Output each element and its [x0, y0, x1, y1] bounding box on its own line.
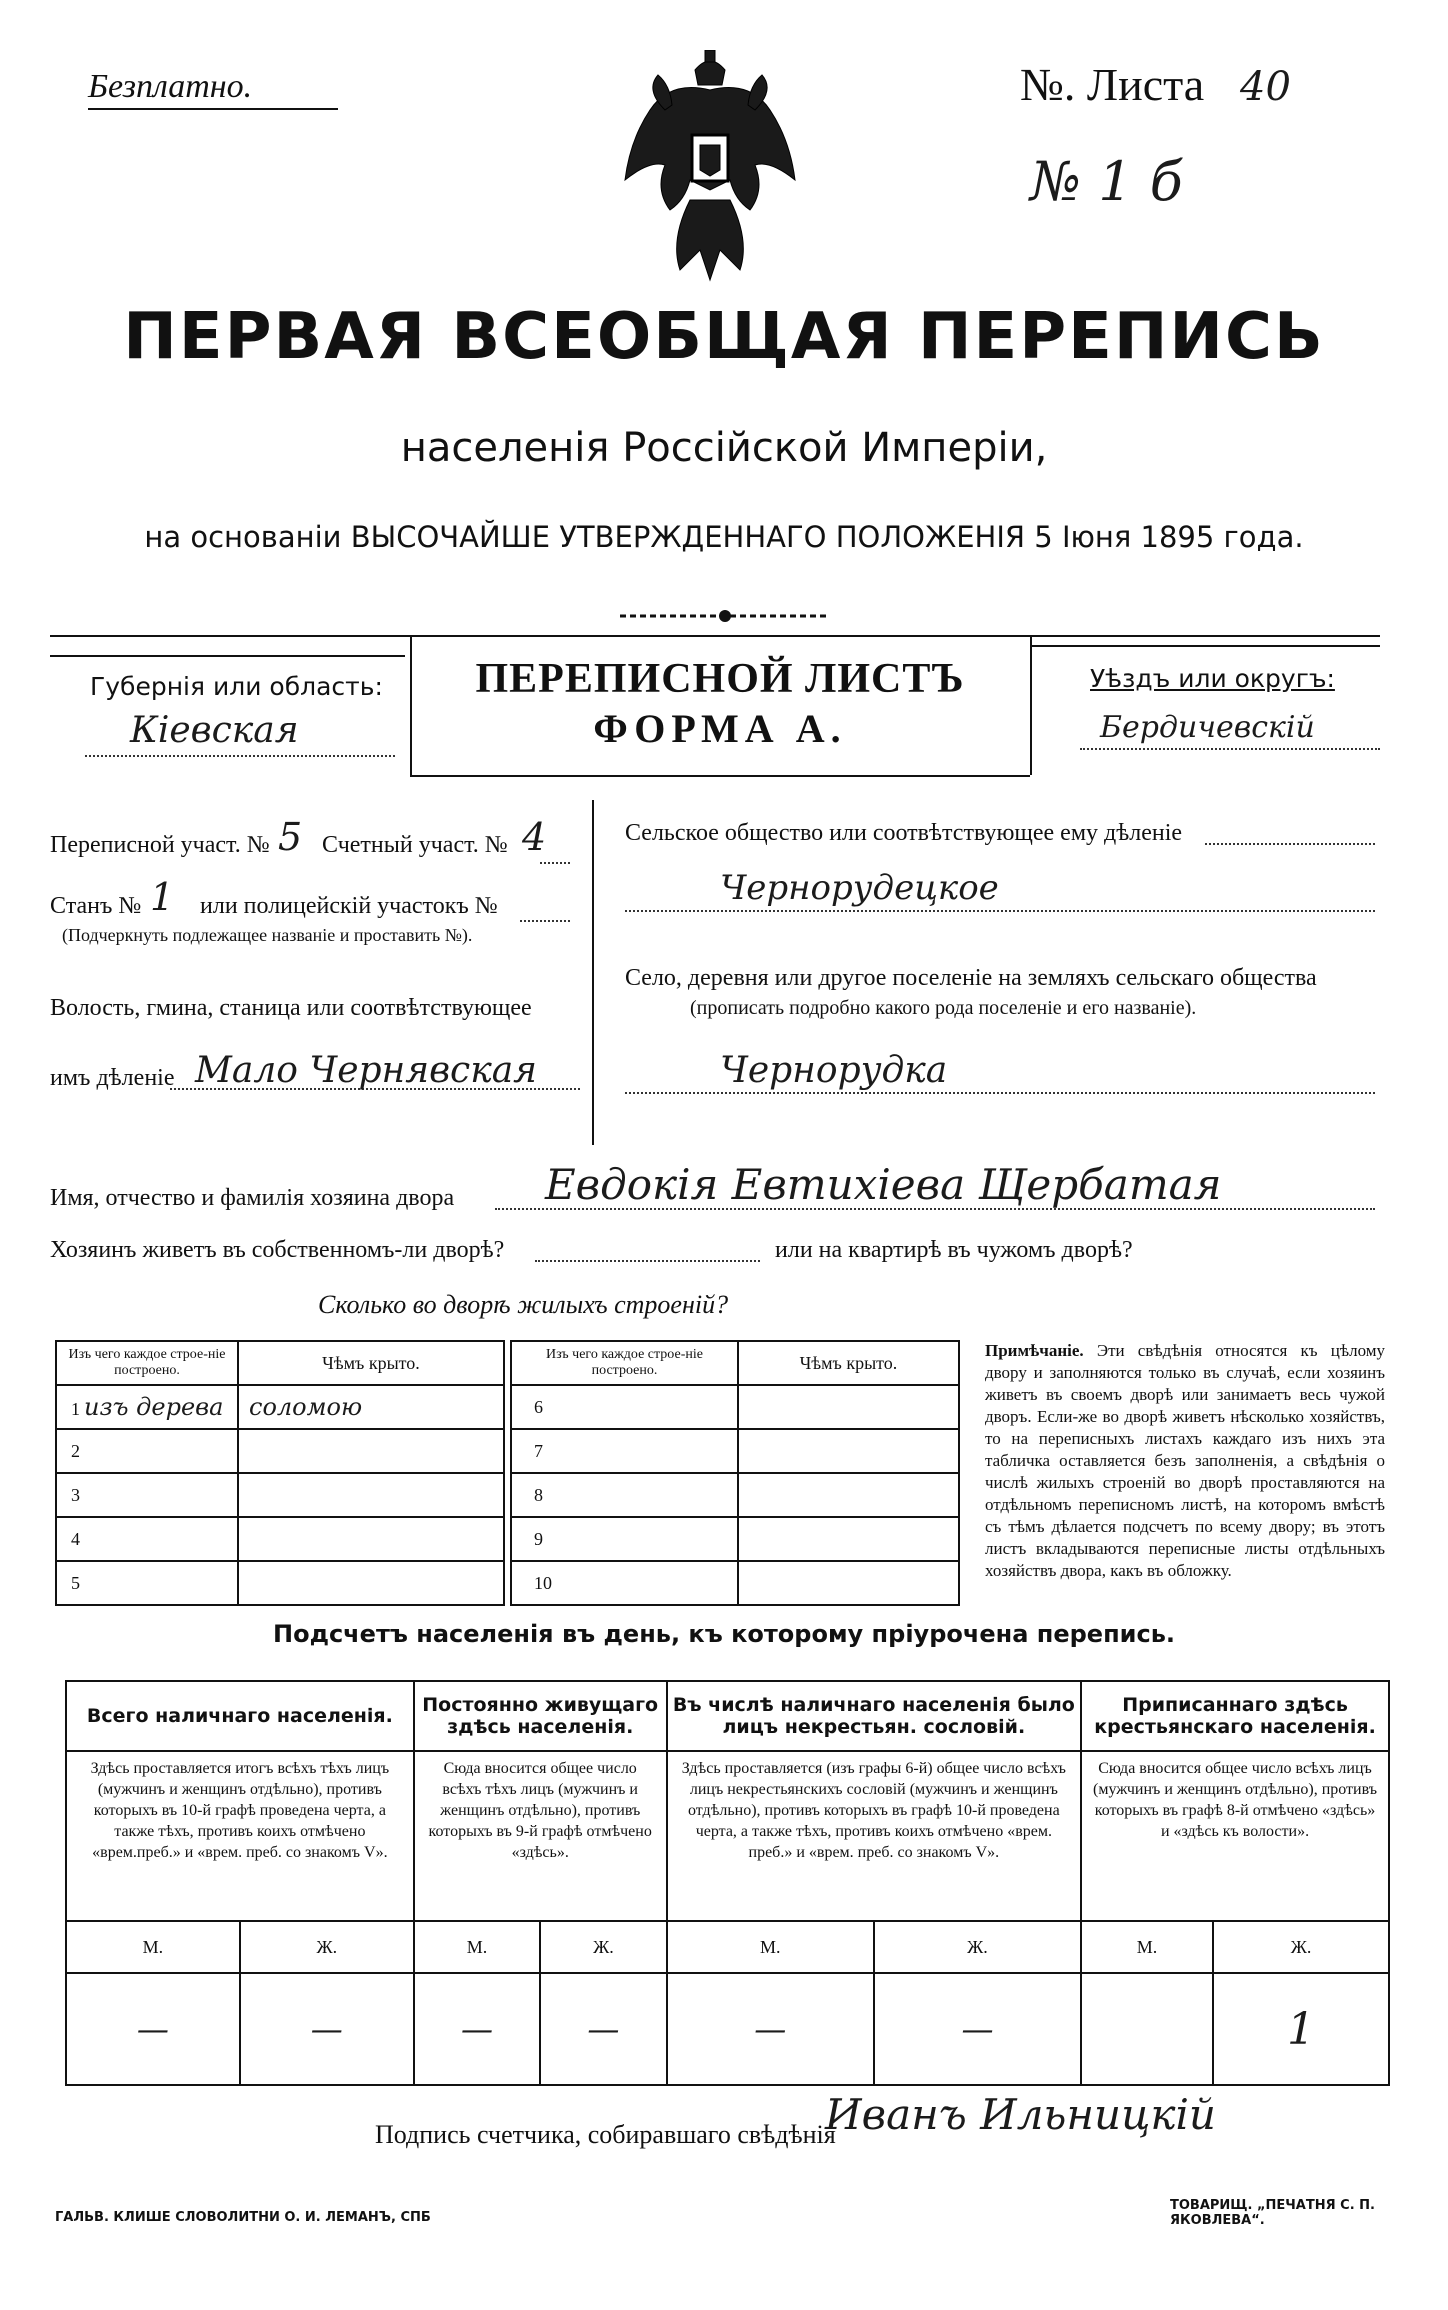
table-row: 4 — [56, 1517, 504, 1561]
pop-3-f-value: — — [874, 1973, 1081, 2085]
rural-society-line-1 — [1205, 843, 1375, 845]
count-section-value: 4 — [522, 815, 547, 859]
village-note: (прописать подробно какого рода поселеніе и его названіе). — [690, 997, 1197, 1019]
col-material-header: Изъ чего каждое строе-ніе построено. — [56, 1341, 238, 1385]
volost-label: Волость, гмина, станица или соотвѣтствующее — [50, 995, 532, 1021]
pop-4-m-value — [1081, 1973, 1213, 2085]
table-row: 5 — [56, 1561, 504, 1605]
pop-2-f-value: — — [540, 1973, 666, 2085]
stan-label: Станъ № — [50, 893, 142, 919]
col-roof-header: Чѣмъ крыто. — [238, 1341, 504, 1385]
village-line — [625, 1092, 1375, 1094]
own-yard-label: Хозяинъ живетъ въ собственномъ-ли дворѣ? — [50, 1237, 505, 1263]
sheet-number-value: 40 — [1240, 64, 1291, 110]
header-right-divider — [1030, 635, 1032, 775]
form-title: ПЕРЕПИСНОЙ ЛИСТЪ — [475, 656, 965, 702]
table-row: 2 — [56, 1429, 504, 1473]
province-value: Кіевская — [130, 710, 299, 751]
pop-col-2-desc: Сюда вносится общее число всѣхъ тѣхъ лицъ (мужчинъ и женщинъ отдѣльно), противъ которыхъ въ 9-й графѣ отмѣчено «здѣсь». — [414, 1751, 667, 1921]
rural-society-line-2 — [625, 910, 1375, 912]
buildings-question: Сколько во дворѣ жилыхъ строеній? — [318, 1290, 729, 1319]
district-line — [1080, 748, 1380, 750]
rented-label: или на квартирѣ въ чужомъ дворѣ? — [775, 1237, 1133, 1263]
owner-name-label: Имя, отчество и фамилія хозяина двора — [50, 1185, 455, 1211]
pop-4-m-label: М. — [1081, 1921, 1213, 1973]
pop-2-m-value: — — [414, 1973, 540, 2085]
imperial-eagle-emblem — [610, 50, 810, 290]
pop-2-f-label: Ж. — [540, 1921, 666, 1973]
footer-left: ГАЛЬВ. КЛИШЕ СЛОВОЛИТНИ О. И. ЛЕМАНЪ, СПБ — [55, 2210, 431, 2225]
rural-society-value: Чернорудецкое — [720, 868, 999, 908]
population-table — [65, 1680, 1390, 2086]
free-underline — [88, 108, 338, 110]
roof-value: соломою — [238, 1385, 504, 1429]
census-section-value: 5 — [278, 815, 303, 859]
district-label: Уѣздъ или округъ: — [1090, 664, 1335, 693]
ornament-divider — [620, 608, 830, 622]
material-value: изъ дерева — [84, 1393, 224, 1421]
pop-1-f-value: — — [240, 1973, 414, 2085]
signature-value: Иванъ Ильницкій — [825, 2090, 1216, 2139]
table-row: 10 — [511, 1561, 959, 1605]
volost-label-2: имъ дѣленіе — [50, 1065, 175, 1091]
buildings-table-right — [510, 1340, 960, 1606]
table-row: 1 изъ дерева соломою — [56, 1385, 504, 1429]
page-subtitle: населенія Россійской Имперіи, — [400, 425, 1048, 471]
village-label: Село, деревня или другое поселеніе на земляхъ сельскаго общества — [625, 965, 1317, 991]
pop-3-m-label: М. — [667, 1921, 874, 1973]
underline-note: (Подчеркнуть подлежащее названіе и проставить №). — [62, 925, 473, 945]
pop-col-1-desc: Здѣсь проставляется итогъ всѣхъ тѣхъ лицъ (мужчинъ и женщинъ отдѣльно), противъ которыхъ въ 10-й графѣ проведена черта, а также тѣхъ, противъ коихъ отмѣчено «врем.преб.» и «врем. преб. со знакомъ V». — [66, 1751, 414, 1921]
rural-society-label: Сельское общество или соотвѣтствующее ему дѣленіе — [625, 820, 1183, 846]
col-material-header-2: Изъ чего каждое строе-ніе построено. — [511, 1341, 738, 1385]
stan-value: 1 — [150, 875, 175, 919]
province-label: Губернія или область: — [90, 672, 383, 701]
col-roof-header-2: Чѣмъ крыто. — [738, 1341, 959, 1385]
census-section-label: Переписной участ. № — [50, 832, 270, 858]
table-row: 6 — [511, 1385, 959, 1429]
pop-3-f-label: Ж. — [874, 1921, 1081, 1973]
note-text: Эти свѣдѣнія относятся къ цѣлому двору и заполняются только въ случаѣ, если хозяинъ живетъ въ своемъ дворѣ или занимаетъ весь чужой дворъ. Если-же во дворѣ живетъ нѣсколько хозяйствъ, то на переписныхъ листахъ каждаго изъ нихъ эта табличка оставляется безъ заполненія, а свѣдѣнія о числѣ жилыхъ строеній во дворѣ проставляются на отдѣльномъ переписномъ листѣ, на которомъ вмѣстѣ съ тѣмъ дѣлается подсчетъ по всему двору; въ этотъ листъ вкладываются переписные листы отдѣльныхъ хозяйствъ двора, какъ въ обложку. — [985, 1341, 1386, 1580]
page-title: ПЕРВАЯ ВСЕОБЩАЯ ПЕРЕПИСЬ — [123, 300, 1325, 374]
pop-4-f-value: 1 — [1213, 1973, 1389, 2085]
volost-value: Мало Чернявская — [195, 1050, 537, 1091]
police-label: или полицейскій участокъ № — [200, 893, 498, 919]
header-left-rule — [50, 655, 405, 657]
district-value: Бердичевскій — [1100, 710, 1315, 745]
count-section-line — [540, 862, 570, 864]
police-line — [520, 920, 570, 922]
own-yard-line — [535, 1260, 760, 1262]
sheet-sub-number: № 1 б — [1030, 150, 1183, 213]
population-title: Подсчетъ населенія въ день, къ которому пріурочена перепись. — [273, 1620, 1175, 1648]
header-top-rule — [50, 635, 1380, 637]
pop-1-m-value: — — [66, 1973, 240, 2085]
header-bottom-rule — [410, 775, 1030, 777]
free-label: Безплатно. — [88, 68, 253, 105]
signature-label: Подпись счетчика, собиравшаго свѣдѣнія — [375, 2120, 836, 2149]
buildings-table-left — [55, 1340, 505, 1606]
pop-col-3-desc: Здѣсь проставляется (изъ графы 6-й) общее число всѣхъ лицъ некрестьянскихъ сословій (мужчинъ и женщинъ отдѣльно), противъ которыхъ въ графѣ 10-й проведена черта, а также тѣхъ, противъ коихъ отмѣчено «врем. преб.» и «врем. преб. со знакомъ V». — [667, 1751, 1081, 1921]
pop-1-m-label: М. — [66, 1921, 240, 1973]
pop-col-1-head: Всего наличнаго населенія. — [66, 1681, 414, 1751]
crown-icon — [695, 61, 725, 85]
pop-4-f-label: Ж. — [1213, 1921, 1389, 1973]
footer-right: ТОВАРИЩ. „ПЕЧАТНЯ С. П. ЯКОВЛЕВА“. — [1170, 2198, 1375, 2228]
pop-2-m-label: М. — [414, 1921, 540, 1973]
pop-col-4-head: Приписаннаго здѣсь крестьянскаго населенія. — [1081, 1681, 1389, 1751]
buildings-note — [985, 1340, 1385, 1582]
table-row: 9 — [511, 1517, 959, 1561]
sheet-number-label: №. Листа — [1020, 59, 1205, 110]
count-section-label: Счетный участ. № — [322, 832, 508, 858]
pop-3-m-value: — — [667, 1973, 874, 2085]
form-letter: ФОРМА А. — [593, 706, 847, 751]
pop-col-3-head: Въ числѣ наличнаго населенія было лицъ некрестьян. сословій. — [667, 1681, 1081, 1751]
table-row: 3 — [56, 1473, 504, 1517]
pop-1-f-label: Ж. — [240, 1921, 414, 1973]
legal-basis: на основаніи ВЫСОЧАЙШЕ УТВЕРЖДЕННАГО ПОЛОЖЕНІЯ 5 Іюня 1895 года. — [144, 520, 1304, 554]
province-line — [85, 755, 395, 757]
table-row: 8 — [511, 1473, 959, 1517]
pop-col-2-head: Постоянно живущаго здѣсь населенія. — [414, 1681, 667, 1751]
table-row: 7 — [511, 1429, 959, 1473]
pop-col-4-desc: Сюда вносится общее число всѣхъ лицъ (мужчинъ и женщинъ отдѣльно), противъ которыхъ въ графѣ 8-й отмѣчено «здѣсь» и «здѣсь къ волости». — [1081, 1751, 1389, 1921]
header-right-rule — [1030, 645, 1380, 647]
fields-divider — [592, 800, 594, 1145]
note-title: Примѣчаніе. — [985, 1341, 1084, 1360]
owner-name-value: Евдокія Евтихіева Щербатая — [545, 1160, 1222, 1209]
village-value: Чернорудка — [720, 1050, 948, 1091]
